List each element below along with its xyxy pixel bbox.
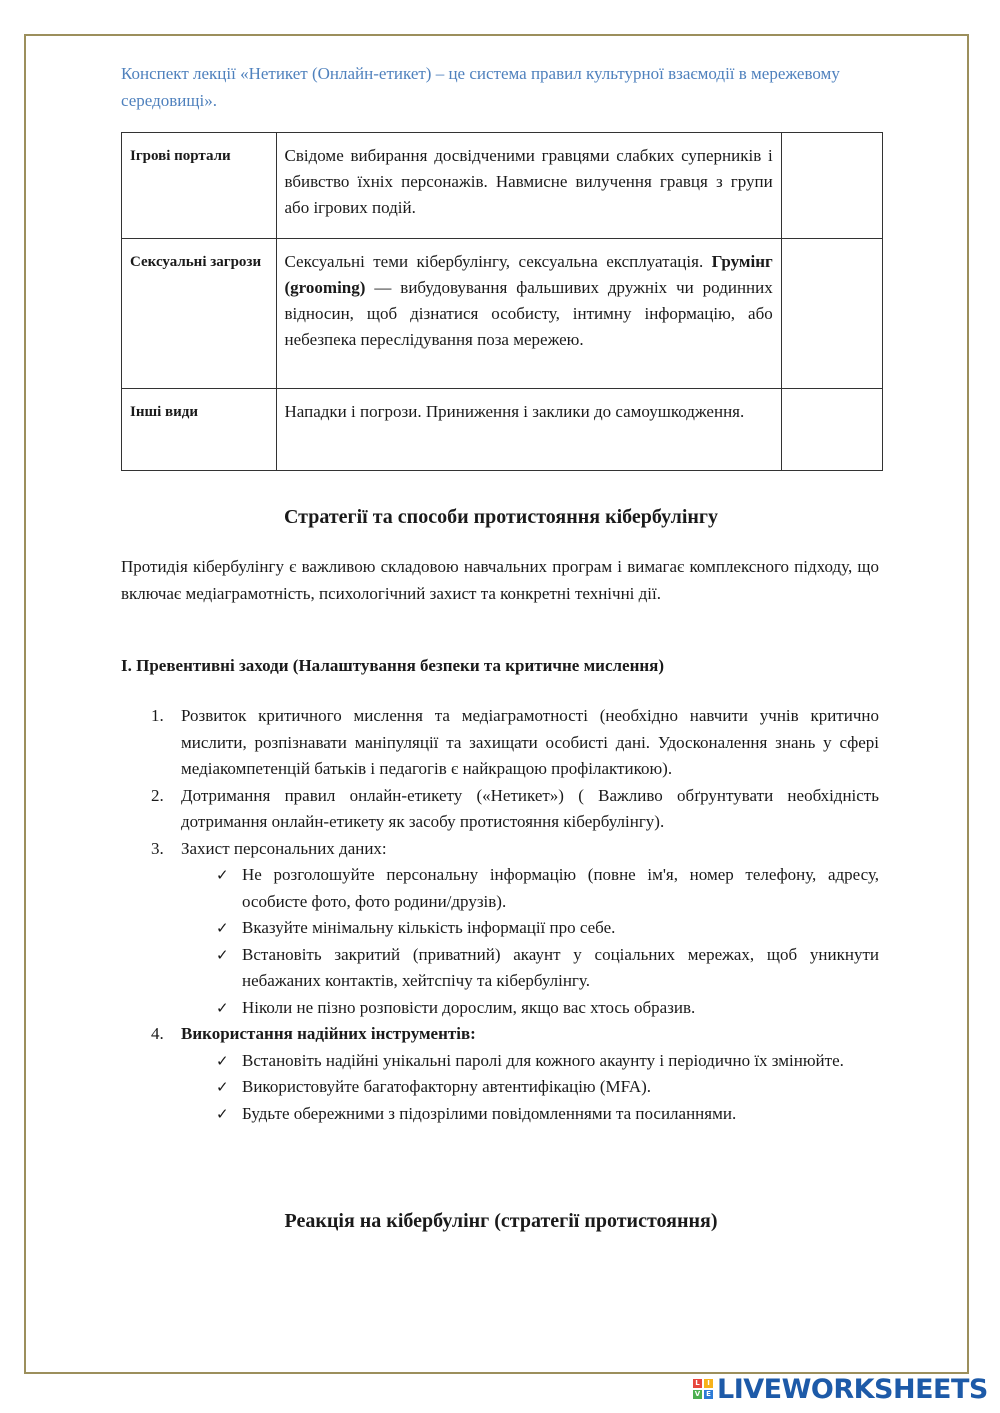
subsection-heading: І. Превентивні заходи (Налаштування безпеки та критичне мислення) xyxy=(121,656,665,675)
checklist-item xyxy=(181,862,879,915)
intro-paragraph: Протидія кібербулінгу є важливою складовою навчальних програм і вимагає комплексного підходу, що включає медіаграмотність, психологічний захист та конкретні технічні дії. xyxy=(121,557,879,603)
table-cell-category: Інші види xyxy=(122,389,277,471)
list-number: 1. xyxy=(151,706,164,725)
list-item xyxy=(121,703,879,783)
check-icon: ✓ xyxy=(216,1104,229,1123)
cyberbullying-types-table xyxy=(121,132,883,471)
logo-tile: V xyxy=(694,1390,701,1398)
check-icon: ✓ xyxy=(216,919,229,937)
check-icon: ✓ xyxy=(216,1051,229,1070)
logo-icon xyxy=(693,1379,713,1399)
checklist-text: Встановіть надійні унікальні паролі для кожного акаунту і періодично їх змінюйте. xyxy=(242,1050,844,1070)
check-icon: ✓ xyxy=(216,945,229,964)
check-icon: ✓ xyxy=(216,998,229,1017)
document-header: Конспект лекції «Нетикет (Онлайн-етикет) – це система правил культурної взаємодії в мережевому середовищі». xyxy=(121,64,840,110)
table-row xyxy=(122,389,883,471)
logo-tile: L xyxy=(693,1379,702,1388)
answer-cell[interactable] xyxy=(781,239,882,389)
list-item-text: Дотримання правил онлайн-етикету («Нетикет») ( Важливо обґрунтувати необхідність дотримання онлайн-етикету як засобу протистояння кібербулінгу). xyxy=(181,785,879,831)
checklist-text: Використовуйте багатофакторну автентифікацію (MFA). xyxy=(242,1077,652,1096)
logo-tile: E xyxy=(704,1390,713,1399)
check-icon: ✓ xyxy=(216,1078,229,1096)
grooming-term: Грумінг (grooming) xyxy=(284,252,773,297)
description-text: Сексуальні теми кібербулінгу, сексуальна експлуатація. xyxy=(284,252,704,271)
prevention-list xyxy=(121,703,879,1127)
checklist-item xyxy=(181,942,879,995)
answer-cell[interactable] xyxy=(781,133,882,239)
table-cell-description xyxy=(276,239,781,389)
list-item-text: Використання надійних інструментів: xyxy=(181,1024,476,1043)
logo-text: LIVEWORKSHEETS xyxy=(717,1373,988,1405)
list-item-text: Захист персональних даних: xyxy=(181,838,387,858)
answer-cell[interactable] xyxy=(781,389,882,471)
liveworksheets-logo[interactable] xyxy=(693,1372,988,1406)
table-cell-description: Нападки і погрози. Приниження і заклики до самоушкодження. xyxy=(276,389,781,471)
list-item xyxy=(121,1021,879,1127)
checklist xyxy=(181,862,879,1021)
table-cell-category: Ігрові портали xyxy=(122,133,277,239)
checklist-text: Встановіть закритий (приватний) акаунт у соціальних мережах, щоб уникнути небажаних контактів, хейтспічу та кібербулінгу. xyxy=(242,944,879,990)
section-title: Реакція на кібербулінг (стратегії протистояння) xyxy=(284,1210,718,1232)
checklist xyxy=(181,1048,879,1128)
description-text: — вибудовування фальшивих дружніх чи родинних відносин, щоб дізнатися особисту, інтимну інформацію, або небезпека переслідування поза мережею. xyxy=(284,278,773,349)
checklist-item xyxy=(181,995,879,1022)
table-row xyxy=(122,133,883,239)
list-number: 2. xyxy=(151,785,164,805)
checklist-text: Вказуйте мінімальну кількість інформації про себе. xyxy=(242,918,616,937)
list-number: 3. xyxy=(151,838,164,858)
checklist-item xyxy=(181,1074,879,1101)
checklist-item xyxy=(181,1101,879,1128)
table-cell-category: Сексуальні загрози xyxy=(122,239,277,389)
checklist-text: Не розголошуйте персональну інформацію (повне ім'я, номер телефону, адресу, особисте фото, фото родини/друзів). xyxy=(242,865,879,911)
section-title: Стратегії та способи протистояння кібербулінгу xyxy=(283,506,719,528)
checklist-item xyxy=(181,1048,879,1075)
list-item xyxy=(121,783,879,836)
list-item-text: Розвиток критичного мислення та медіаграмотності (необхідно навчити учнів критично мислити, розпізнавати маніпуляції та захищати особисті дані. Удосконалення знань у сфері медіакомпетенцій батьків і педагогів є найкращою профілактикою). xyxy=(181,706,879,778)
checklist-text: Ніколи не пізно розповісти дорослим, якщо вас хтось образив. xyxy=(242,997,696,1017)
checklist-item xyxy=(181,915,879,942)
logo-tile: I xyxy=(704,1379,713,1388)
table-row xyxy=(122,239,883,389)
checklist-text: Будьте обережними з підозрілими повідомленнями та посиланнями. xyxy=(242,1103,737,1123)
list-item xyxy=(121,836,879,1022)
table-cell-description: Свідоме вибирання досвідченими гравцями слабких суперників і вбивство їхніх персонажів. Навмисне вилучення гравця з групи або ігрових подій. xyxy=(276,133,781,239)
list-number: 4. xyxy=(151,1024,164,1043)
check-icon: ✓ xyxy=(216,866,229,884)
